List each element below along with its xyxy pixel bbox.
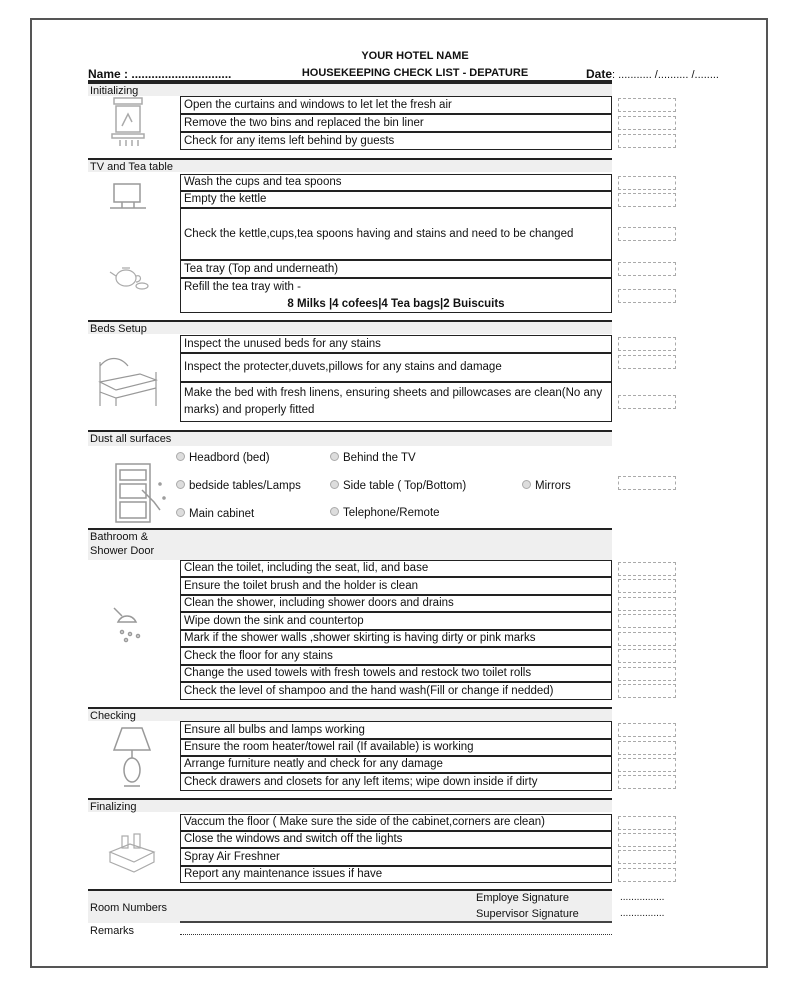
radio-icon[interactable] (176, 508, 185, 517)
item-text: Ensure all bulbs and lamps working (184, 723, 365, 736)
radio-icon[interactable] (330, 480, 339, 489)
checklist-item (180, 260, 612, 278)
item-text: Remove the two bins and replaced the bin liner (184, 116, 424, 129)
item-text: Wipe down the sink and countertop (184, 614, 364, 627)
dust-option[interactable] (176, 452, 270, 464)
item-text: Arrange furniture neatly and check for any damage (184, 758, 443, 770)
date-field[interactable] (586, 67, 719, 81)
checklist-item (180, 96, 612, 114)
section-header (88, 798, 612, 812)
checklist-item (180, 612, 612, 630)
section-header (88, 82, 612, 96)
option-label: Telephone/Remote (343, 507, 440, 519)
item-text: Make the bed with fresh linens, ensuring sheets and pillowcases are clean(No any marks) and properly fitted (184, 387, 603, 416)
option-label: Side table ( Top/Bottom) (343, 480, 467, 492)
section-header (88, 430, 612, 446)
employee-signature-field[interactable]: ................ (620, 892, 665, 903)
item-checkbox[interactable] (618, 597, 676, 611)
name-dots: .............................. (131, 67, 232, 81)
option-label: Mirrors (535, 480, 571, 492)
shower-icon (108, 604, 148, 649)
item-checkbox[interactable] (618, 193, 676, 207)
item-text: Clean the toilet, including the seat, lid, and base (184, 562, 429, 574)
item-text: Check for any items left behind by guests (184, 134, 395, 147)
item-text: Check the level of shampoo and the hand wash(Fill or change if nedded) (184, 684, 554, 697)
option-label: Behind the TV (343, 452, 416, 464)
item-checkbox[interactable] (618, 476, 676, 490)
checklist-item (180, 647, 612, 665)
section-title: Bathroom & Shower Door (90, 531, 155, 557)
item-text: Refill the tea tray with - (184, 281, 301, 293)
item-text: Empty the kettle (184, 193, 267, 205)
remarks-label: Remarks (90, 925, 135, 937)
remarks-field[interactable] (180, 934, 612, 935)
checklist-item (180, 191, 612, 208)
item-checkbox[interactable] (618, 850, 676, 864)
item-checkbox[interactable] (618, 758, 676, 772)
section-title: TV and Tea table (90, 161, 173, 173)
item-text: Wash the cups and tea spoons (184, 176, 342, 188)
dust-option[interactable] (330, 480, 466, 492)
item-text: Check the floor for any stains (184, 649, 333, 662)
section-title: Checking (90, 710, 136, 722)
checklist-item (180, 721, 612, 739)
section-header (88, 158, 612, 172)
radio-icon[interactable] (522, 480, 531, 489)
item-checkbox[interactable] (618, 227, 676, 241)
checklist-item (180, 560, 612, 577)
section-header (88, 320, 612, 334)
date-label: Date (586, 67, 613, 81)
checklist-item (180, 665, 612, 682)
item-checkbox[interactable] (618, 667, 676, 681)
checklist-item (180, 174, 612, 191)
dust-option[interactable] (176, 508, 254, 520)
option-label: bedside tables/Lamps (189, 480, 301, 492)
hotel-name: YOUR HOTEL NAME (361, 50, 469, 62)
supervisor-signature-field[interactable]: ................ (620, 908, 665, 919)
item-text: Ensure the toilet brush and the holder is clean (184, 579, 418, 592)
item-text: Open the curtains and windows to let let the fresh air (184, 98, 452, 111)
radio-icon[interactable] (176, 452, 185, 461)
date-value: : ........... /.......... /........ (612, 69, 719, 81)
item-checkbox[interactable] (618, 395, 676, 409)
item-checkbox[interactable] (618, 632, 676, 646)
item-checkbox[interactable] (618, 816, 676, 830)
room-numbers-label: Room Numbers (88, 889, 180, 923)
item-checkbox[interactable] (618, 579, 676, 593)
item-checkbox[interactable] (618, 562, 676, 576)
employee-signature-label: Employe Signature (476, 892, 569, 904)
checklist-item (180, 577, 612, 595)
cleaning-items-icon (104, 832, 160, 881)
checklist-item (180, 114, 612, 132)
item-checkbox[interactable] (618, 176, 676, 190)
item-checkbox[interactable] (618, 116, 676, 130)
checklist-item (180, 866, 612, 883)
section-title: Dust all surfaces (90, 433, 172, 445)
checklist-item (180, 739, 612, 756)
checklist-item (180, 353, 612, 382)
item-checkbox[interactable] (618, 262, 676, 276)
item-checkbox[interactable] (618, 684, 676, 698)
section-header (88, 707, 612, 721)
item-text: Clean the shower, including shower doors and drains (184, 597, 454, 609)
divider (88, 80, 612, 82)
item-checkbox[interactable] (618, 134, 676, 148)
checklist-item (180, 278, 612, 313)
item-checkbox[interactable] (618, 355, 676, 369)
window-icon (108, 96, 148, 153)
checklist-item (180, 595, 612, 612)
item-checkbox[interactable] (618, 614, 676, 628)
item-checkbox[interactable] (618, 649, 676, 663)
item-text: Spray Air Freshner (184, 850, 280, 863)
section-title: Beds Setup (90, 323, 147, 335)
item-checkbox[interactable] (618, 723, 676, 737)
section-header (88, 528, 612, 560)
item-checkbox[interactable] (618, 868, 676, 882)
checklist-item (180, 773, 612, 791)
teapot-icon (108, 262, 150, 297)
checklist-item (180, 756, 612, 773)
dust-option[interactable] (176, 480, 301, 492)
item-text: Check drawers and closets for any left items; wipe down inside if dirty (184, 775, 538, 788)
item-checkbox[interactable] (618, 833, 676, 847)
section-title: Finalizing (90, 801, 137, 813)
name-label: Name : (88, 67, 129, 81)
option-label: Headbord (bed) (189, 452, 270, 464)
item-text: Inspect the protecter,duvets,pillows for any stains and damage (184, 361, 502, 373)
checklist-item (180, 831, 612, 848)
item-checkbox[interactable] (618, 289, 676, 303)
refill-detail: 8 Milks |4 cofees|4 Tea bags|2 Buiscuits (287, 298, 505, 310)
checklist-item (180, 132, 612, 150)
cabinet-cleaning-icon (112, 462, 172, 529)
name-field[interactable] (88, 67, 231, 81)
checklist-item (180, 848, 612, 866)
item-checkbox[interactable] (618, 98, 676, 112)
supervisor-signature-label: Supervisor Signature (476, 908, 579, 920)
checklist-item (180, 814, 612, 831)
dust-option[interactable] (330, 507, 440, 519)
dust-option[interactable] (330, 452, 416, 464)
checklist-item (180, 335, 612, 353)
tv-icon (108, 182, 148, 217)
option-label: Main cabinet (189, 508, 255, 520)
checklist-item (180, 682, 612, 700)
checklist-title: HOUSEKEEPING CHECK LIST - DEPATURE (301, 67, 529, 79)
checklist-item (180, 630, 612, 647)
item-text: Tea tray (Top and underneath) (184, 262, 339, 275)
section-title: Initializing (90, 85, 139, 97)
item-text: Report any maintenance issues if have (184, 868, 383, 880)
item-text: Vaccum the floor ( Make sure the side of the cabinet,corners are clean) (184, 816, 545, 828)
item-text: Change the used towels with fresh towels and restock two toilet rolls (184, 667, 532, 679)
lamp-icon (112, 726, 152, 795)
radio-icon[interactable] (176, 480, 185, 489)
item-checkbox[interactable] (618, 741, 676, 755)
radio-icon[interactable] (330, 507, 339, 516)
checklist-item (180, 208, 612, 260)
item-text: Mark if the shower walls ,shower skirting is having dirty or pink marks (184, 632, 536, 644)
checklist-item (180, 382, 612, 422)
bed-icon (96, 352, 162, 417)
item-checkbox[interactable] (618, 775, 676, 789)
item-text: Inspect the unused beds for any stains (184, 337, 381, 350)
radio-icon[interactable] (330, 452, 339, 461)
item-text: Close the windows and switch off the lights (184, 833, 403, 845)
item-checkbox[interactable] (618, 337, 676, 351)
item-text: Ensure the room heater/towel rail (If available) is working (184, 741, 474, 753)
dust-option[interactable] (522, 480, 571, 492)
item-text: Check the kettle,cups,tea spoons having and stains and need to be changed (184, 227, 574, 240)
